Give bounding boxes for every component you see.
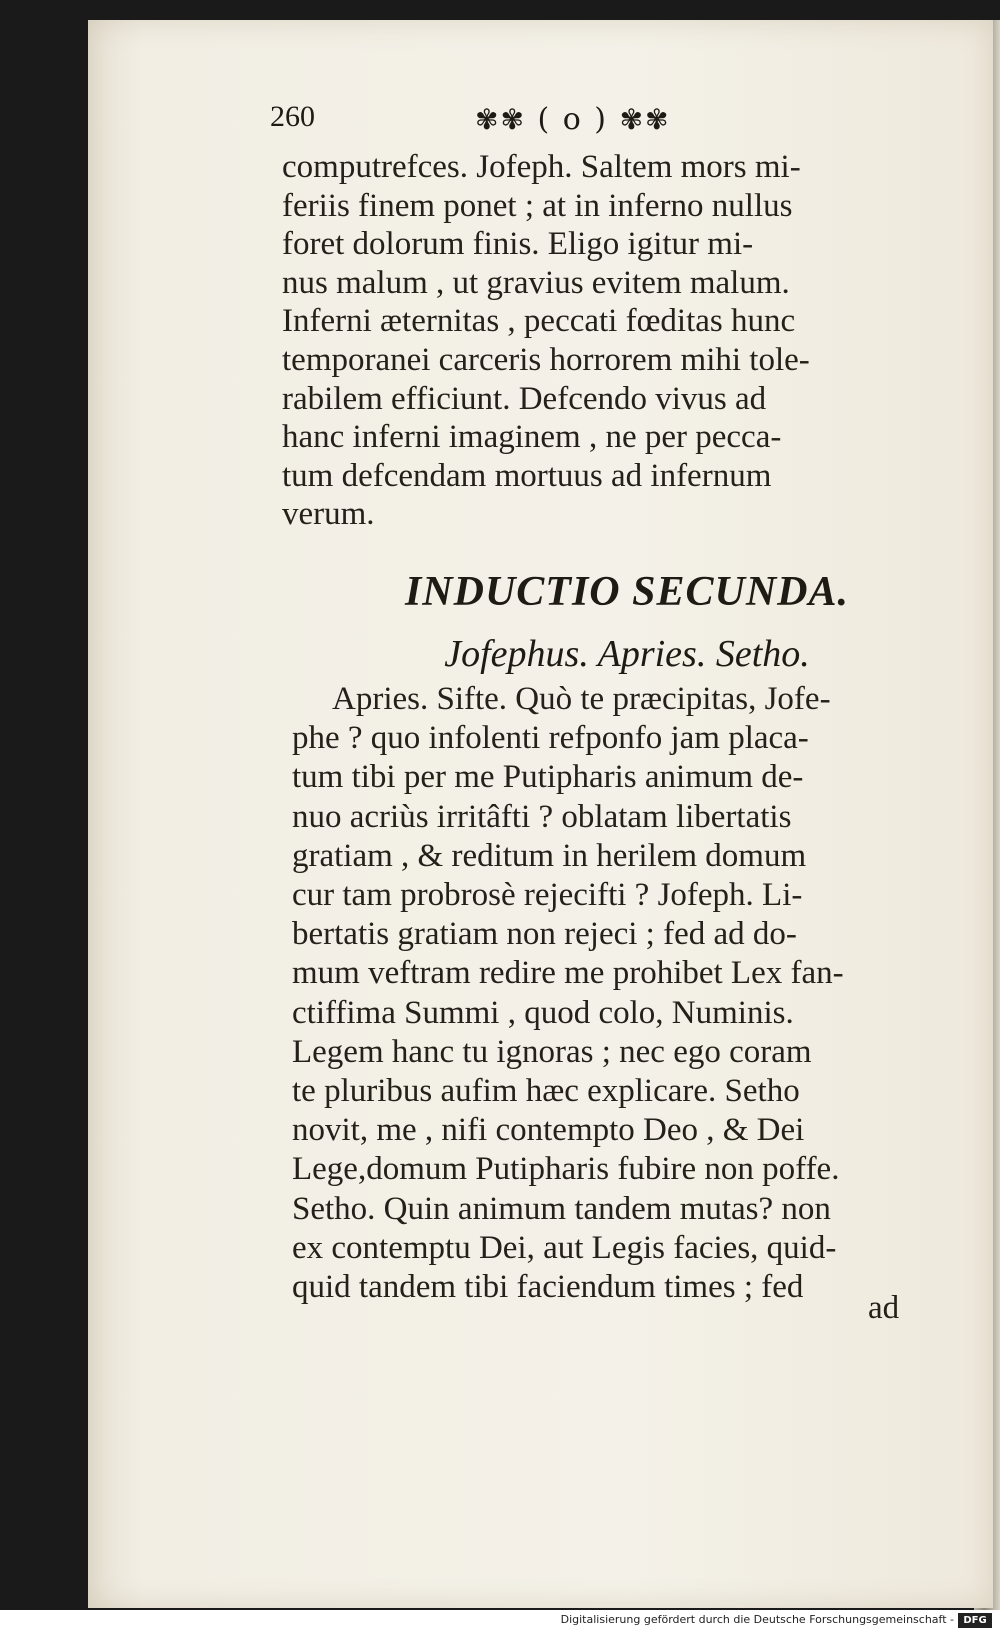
text-line: te pluribus aufim hæc explicare. Setho — [292, 1073, 800, 1110]
text-line: temporanei carceris horrorem mihi tole- — [282, 341, 810, 378]
text-line: Setho. Quin animum tandem mutas? non — [292, 1190, 831, 1227]
text-line: ctiffima Summi , quod colo, Numinis. — [292, 994, 794, 1031]
text-line: Legem hanc tu ignoras ; nec ego coram — [292, 1033, 812, 1070]
body-text-top — [282, 148, 972, 534]
left-fleuron-icon: ✾✾ — [475, 103, 526, 136]
dfg-logo-icon: DFG — [958, 1613, 992, 1628]
text-line: computrefces. Jofeph. Saltem mors mi- — [282, 149, 801, 185]
funding-note: Digitalisierung gefördert durch die Deutsche Forschungsgemeinschaft - — [560, 1613, 954, 1626]
body-text-bottom — [292, 680, 972, 1307]
page-number: 260 — [270, 100, 315, 133]
ornament-center: ( o ) — [537, 102, 609, 137]
text-line: tum defcendam mortuus ad infernum — [282, 457, 772, 494]
text-line: phe ? quo infolenti refponfo jam placa- — [292, 720, 809, 757]
text-line: cur tam probrosè rejecifti ? Jofeph. Li- — [292, 877, 803, 914]
text-line: verum. — [282, 496, 375, 533]
text-line: Lege,domum Putipharis fubire non poffe. — [292, 1151, 840, 1188]
text-line: Apries. Sifte. Quò te præcipitas, Jofe- — [332, 681, 831, 717]
running-header — [270, 100, 770, 144]
text-line: rabilem efficiunt. Defcendo vivus ad — [282, 380, 767, 417]
section-persons: Jofephus. Apries. Setho. — [444, 633, 810, 675]
text-line: tum tibi per me Putipharis animum de- — [292, 759, 804, 796]
text-line: mum veftram redire me prohibet Lex fan- — [292, 955, 844, 992]
text-line: novit, me , nifi contempto Deo , & Dei — [292, 1112, 805, 1149]
section-title: INDUCTIO SECUNDA. — [404, 569, 850, 615]
catchword: ad — [868, 1290, 900, 1326]
text-line: nus malum , ut gravius evitem malum. — [282, 264, 790, 301]
text-line: feriis finem ponet ; at in inferno nullus — [282, 187, 793, 224]
text-line: foret dolorum finis. Eligo igitur mi- — [282, 226, 754, 263]
text-line: Inferni æternitas , peccati fœditas hunc — [282, 303, 796, 340]
header-ornament — [475, 102, 670, 137]
footer-bar — [0, 1610, 1000, 1632]
text-line: quid tandem tibi faciendum times ; fed — [292, 1269, 804, 1306]
text-line: hanc inferni imaginem , ne per pecca- — [282, 419, 782, 456]
right-fleuron-icon: ✾✾ — [619, 103, 671, 136]
text-line: nuo acriùs irritâfti ? oblatam libertatis — [292, 798, 792, 835]
text-line: gratiam , & reditum in herilem domum — [292, 837, 807, 874]
text-line: bertatis gratiam non rejeci ; fed ad do- — [292, 916, 797, 953]
text-line: ex contemptu Dei, aut Legis facies, quid- — [292, 1229, 837, 1266]
